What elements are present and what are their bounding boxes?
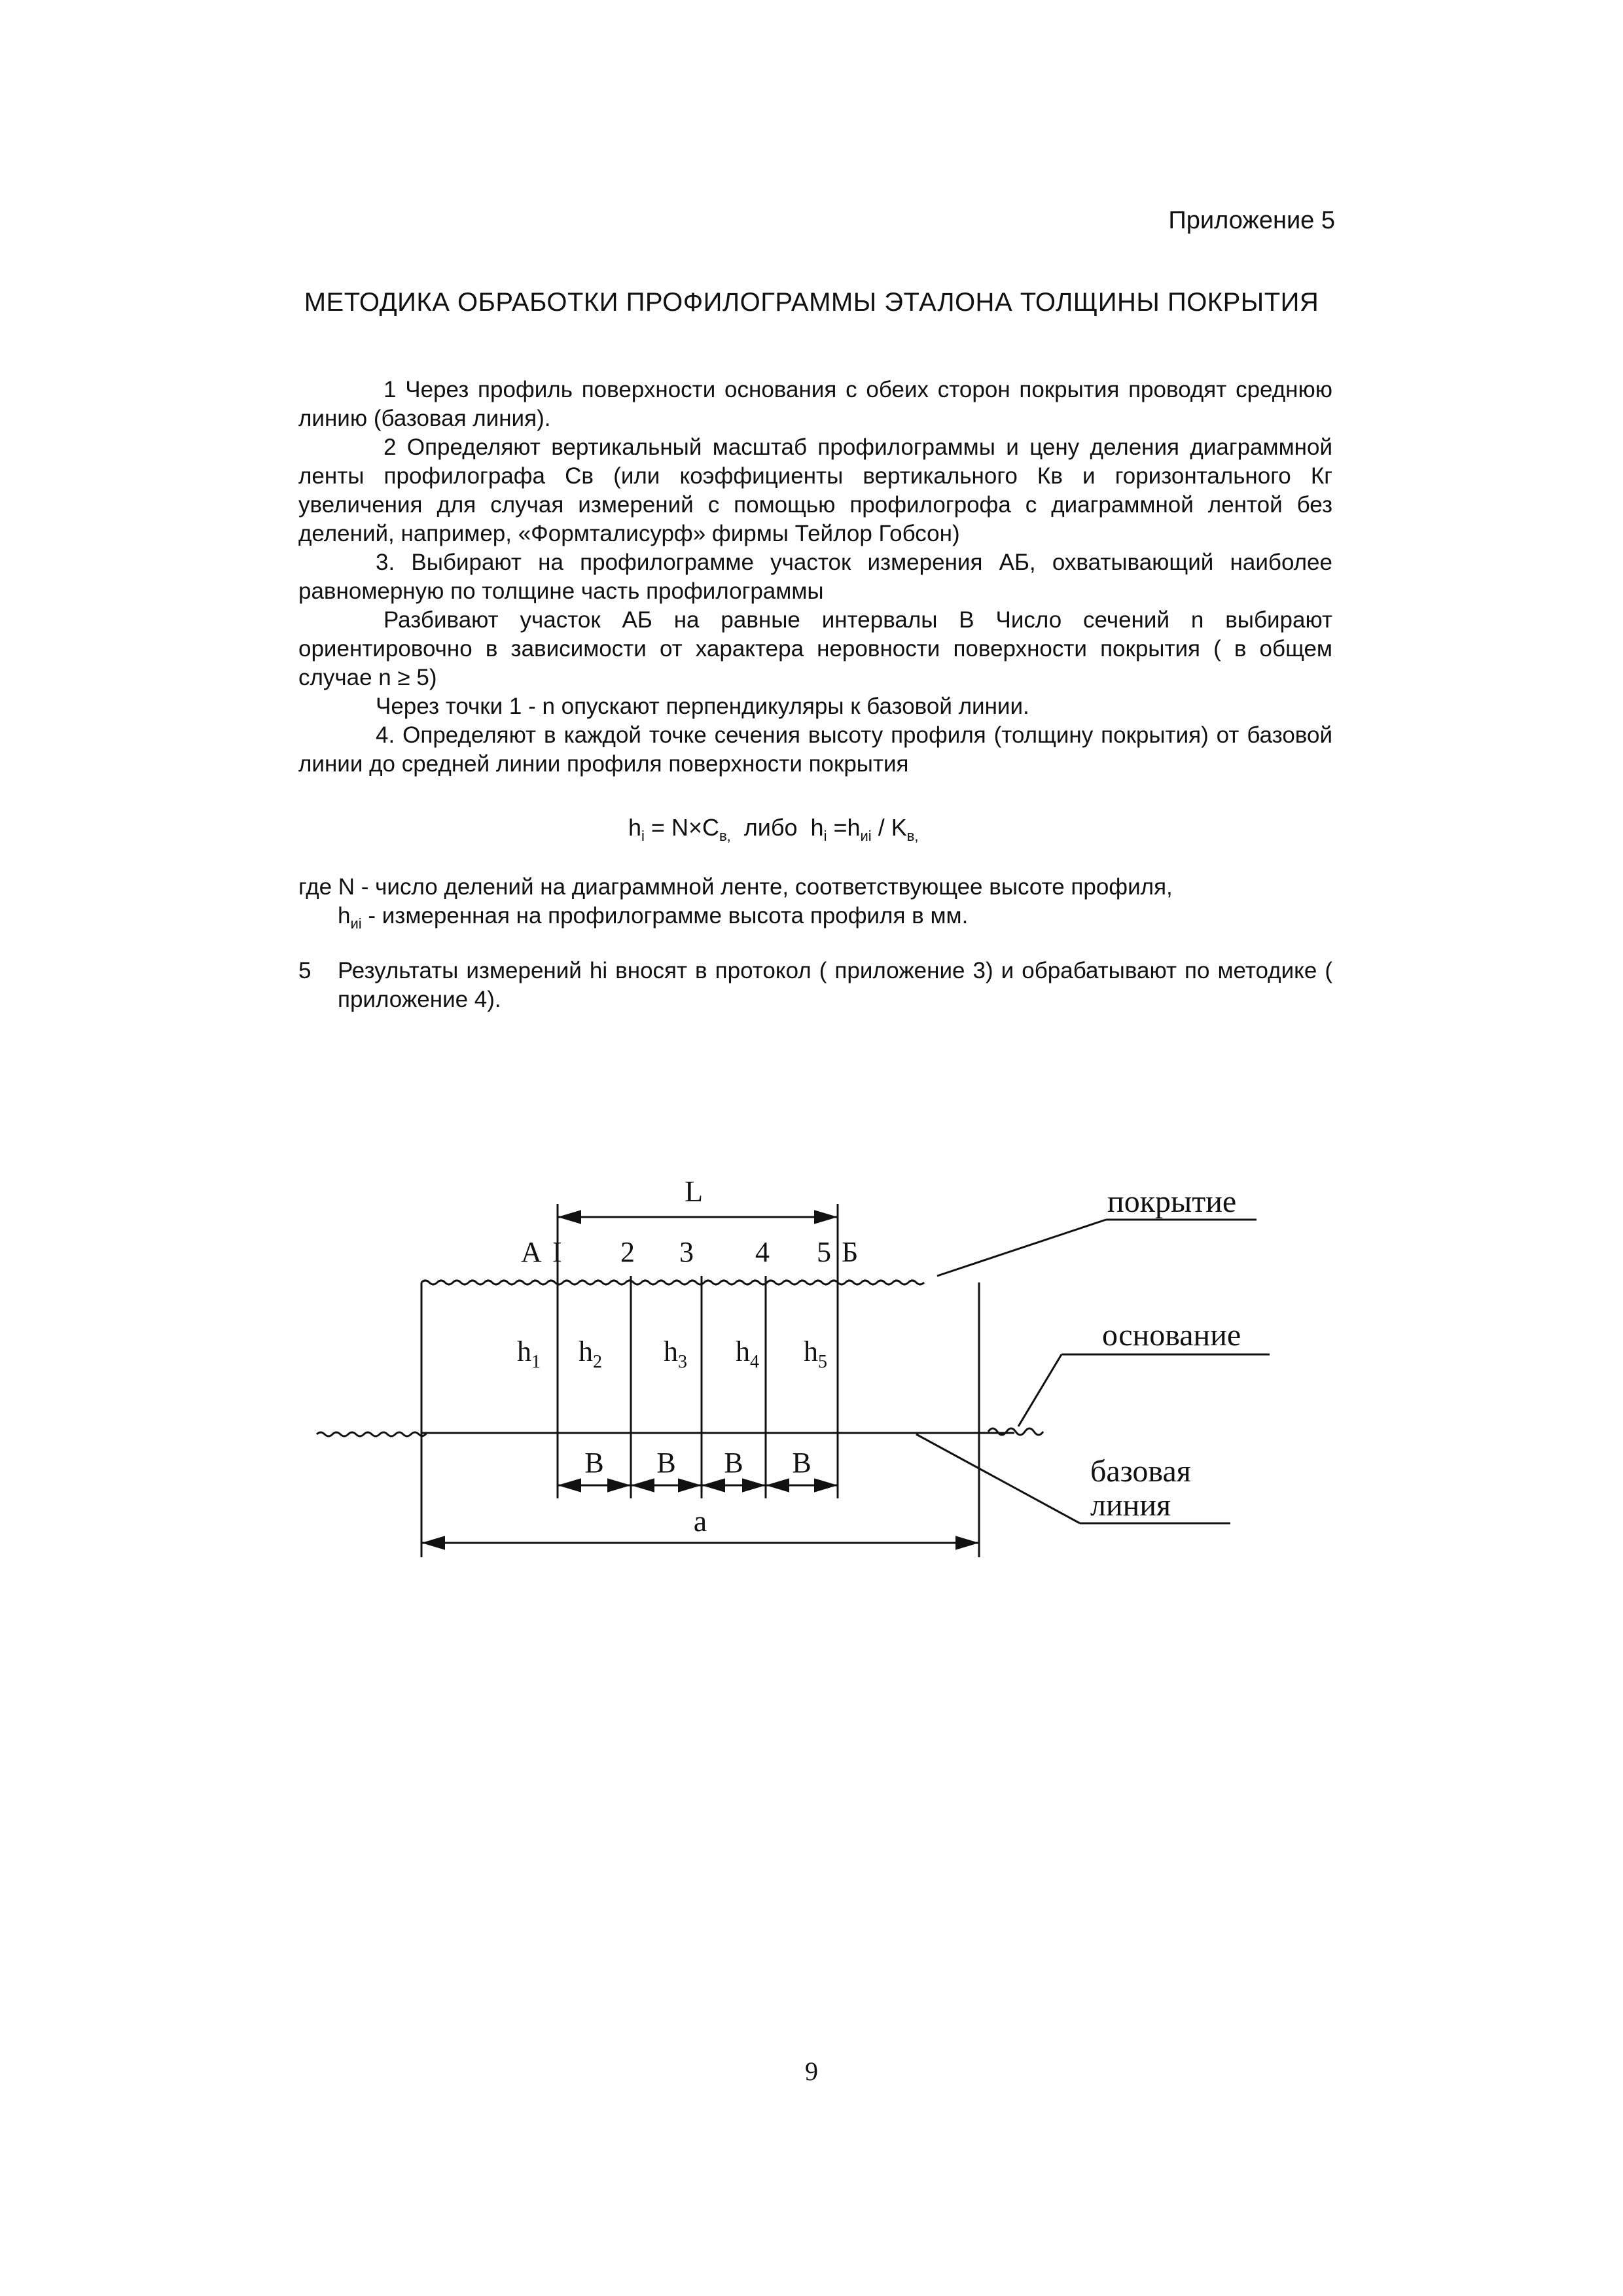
label-B-end: Б [842, 1236, 859, 1268]
step-3-perpendiculars: Через точки 1 - n опускают перпендикуляры к базовой линии. [376, 694, 1029, 719]
interval-label-3: B [724, 1447, 743, 1479]
interval-label-1: B [584, 1447, 604, 1479]
callout-baseline-1: базовая [1090, 1454, 1191, 1489]
coating-profile [421, 1280, 924, 1284]
step-4: 4. Определяют в каждой точке сечения высоту профиля (толщину покрытия) от базовой линии до средней линии профиля поверхности покрытия [298, 722, 1332, 777]
section-number-1: I [552, 1236, 562, 1268]
height-h4: $h_4$ [736, 1335, 759, 1372]
height-formula: $h_i = N\times C_{в,}$ либо $h_i =h_{иi} / K_{в,}$ [628, 814, 919, 845]
height-h5: $h_5$ [804, 1335, 827, 1372]
page-number: 9 [805, 2057, 818, 2086]
section-number-4: 4 [755, 1236, 770, 1268]
appendix-label: Приложение 5 [1168, 207, 1335, 234]
interval-label-2: B [656, 1447, 676, 1479]
legend-h: $h_{иi}$ - измеренная на профилограмме высота профиля в мм. [338, 903, 969, 932]
section-number-2: 2 [620, 1236, 635, 1268]
leader-base [1018, 1354, 1061, 1426]
callout-baseline-2: линия [1090, 1488, 1171, 1523]
leader-baseline [916, 1434, 1080, 1523]
step-5-number: 5 [298, 958, 312, 983]
leader-coating [937, 1220, 1106, 1276]
label-L: L [684, 1174, 704, 1208]
formula-legend [298, 873, 1332, 938]
interval-label-4: B [792, 1447, 812, 1479]
height-h2: $h_2$ [579, 1335, 602, 1372]
step-5 [298, 957, 1332, 1014]
callout-coating: покрытие [1107, 1184, 1237, 1219]
step-2: 2 Определяют вертикальный масштаб профилограммы и цену деления диаграммной ленты профилографа Св (или коэффициенты вертикального Кв и горизонтального Кг увеличения для случая измерений с помощью профилогрофа с диаграммной лентой без делений, например, «Формталисурф» фирмы Тейлор Гобсон) [298, 434, 1332, 546]
label-a: a [693, 1504, 707, 1538]
callout-base: основание [1102, 1318, 1241, 1352]
step-5-text: Результаты измерений hi вносят в протокол ( приложение 3) и обрабатывают по методике ( приложение 4). [338, 958, 1332, 1012]
document-title: МЕТОДИКА ОБРАБОТКИ ПРОФИЛОГРАММЫ ЭТАЛОНА ТОЛЩИНЫ ПОКРЫТИЯ [304, 288, 1319, 317]
step-1: 1 Через профиль поверхности основания с обеих сторон покрытия проводят среднюю линию (базовая линия). [298, 377, 1332, 431]
legend-n: где N - число делений на диаграммной ленте, соответствующее высоте профиля, [298, 874, 1173, 900]
height-h3: $h_3$ [664, 1335, 687, 1372]
step-3-intervals: Разбивают участок АБ на равные интервалы В Число сечений n выбирают ориентировочно в зависимости от характера неровности поверхности покрытия ( в общем случае n ≥ 5) [298, 607, 1332, 690]
section-number-3: 3 [679, 1236, 694, 1268]
substrate-left [317, 1432, 427, 1436]
section-number-5: 5 [817, 1236, 831, 1268]
procedure-steps [298, 376, 1332, 779]
label-A: A [521, 1236, 542, 1268]
profilogram-diagram [288, 1165, 1309, 1583]
step-3: 3. Выбирают на профилограмме участок измерения АБ, охватывающий наиболее равномерную по толщине часть профилограммы [298, 550, 1332, 604]
height-h1: $h_1$ [517, 1335, 541, 1372]
